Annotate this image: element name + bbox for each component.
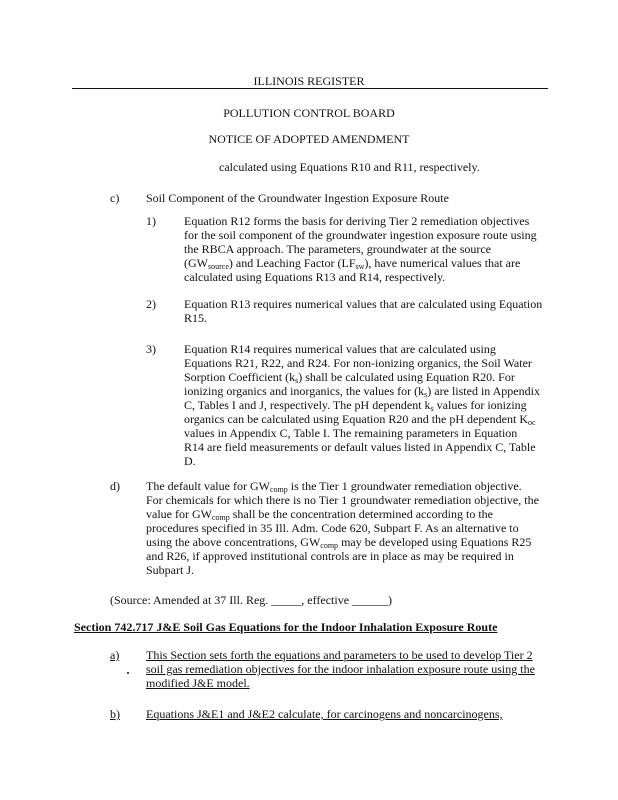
subscript: s — [430, 404, 434, 413]
text-fragment: value for GW — [146, 507, 212, 521]
text-fragment: shall be the concentration determined according to the — [229, 507, 493, 521]
subscript: oc — [528, 418, 536, 427]
text-line — [184, 398, 544, 412]
subscript: comp — [211, 513, 230, 522]
text-fragment: The default value for GW — [146, 479, 270, 493]
item-c3-text — [184, 342, 544, 468]
section-717-b-label: b) — [110, 707, 120, 721]
text-line: D. — [184, 454, 196, 468]
item-c3-number: 3) — [146, 342, 156, 356]
subscript: s — [295, 376, 299, 385]
text-line — [146, 507, 546, 521]
text-line — [146, 479, 546, 493]
text-line: and R26, if approved institutional controls are in place as may be required in — [146, 549, 514, 563]
section-d-label: d) — [110, 479, 120, 493]
text-line: procedures specified in 35 Ill. Adm. Code 620, Subpart F. As an alternative to — [146, 521, 519, 535]
register-title: ILLINOIS REGISTER — [253, 74, 365, 88]
text-line: for the soil component of the groundwater ingestion exposure route using — [184, 228, 537, 242]
item-c2-text — [184, 297, 544, 325]
subscript: sw — [355, 262, 365, 271]
text-line: calculated using Equations R13 and R14, respectively. — [184, 270, 446, 284]
text-line — [184, 384, 544, 398]
text-line: modified J&E model. — [146, 676, 250, 690]
text-line: Equation R14 requires numerical values that are calculated using — [184, 342, 496, 356]
section-742-717-heading: Section 742.717 J&E Soil Gas Equations for the Indoor Inhalation Exposure Route — [74, 620, 498, 634]
text-line: the RBCA approach. The parameters, groundwater at the source — [184, 242, 492, 256]
text-fragment: organics can be calculated using Equation R20 and the pH dependent K — [184, 412, 529, 426]
source-line: (Source: Amended at 37 Ill. Reg. _____, effective ______) — [110, 593, 393, 607]
text-line: soil gas remediation objectives for the indoor inhalation exposure route using the — [146, 662, 535, 676]
text-line — [146, 535, 546, 549]
text-fragment: ionizing organics and inorganics, the values for (k — [184, 384, 425, 398]
text-fragment: ), have numerical values that are — [364, 256, 521, 270]
text-fragment: using the above concentrations, GW — [146, 535, 321, 549]
text-line: R15. — [184, 311, 208, 325]
notice-title: NOTICE OF ADOPTED AMENDMENT — [208, 132, 410, 146]
section-717-a-label: a) — [110, 648, 120, 662]
section-c-title: Soil Component of the Groundwater Ingestion Exposure Route — [146, 191, 449, 205]
board-title: POLLUTION CONTROL BOARD — [223, 106, 395, 120]
scan-speck — [127, 672, 129, 674]
text-line — [184, 370, 544, 384]
text-fragment: ) are listed in Appendix — [427, 384, 540, 398]
text-fragment: ) and Leaching Factor (LF — [228, 256, 356, 270]
text-fragment: ) shall be calculated using Equation R20. For — [298, 370, 515, 384]
text-line: Equation R13 requires numerical values that are calculated using Equation — [184, 297, 543, 311]
text-line: Subpart J. — [146, 563, 194, 577]
section-c-label: c) — [110, 191, 120, 205]
text-line: values in Appendix C, Table I. The remaining parameters in Equation — [184, 426, 518, 440]
text-fragment: values for ionizing — [433, 398, 527, 412]
subscript: comp — [269, 485, 288, 494]
text-fragment: (GW — [184, 256, 208, 270]
item-c2-number: 2) — [146, 297, 156, 311]
intro-line: calculated using Equations R10 and R11, respectively. — [219, 160, 480, 174]
header-rule — [72, 88, 548, 89]
text-fragment: C, Tables I and J, respectively. The pH dependent k — [184, 398, 431, 412]
text-line: Equation R12 forms the basis for deriving Tier 2 remediation objectives — [184, 214, 530, 228]
subscript: comp — [320, 541, 339, 550]
text-fragment: may be developed using Equations R25 — [338, 535, 532, 549]
text-fragment: is the Tier 1 groundwater remediation objective. — [287, 479, 522, 493]
section-717-b-text: Equations J&E1 and J&E2 calculate, for carcinogens and noncarcinogens, — [146, 707, 503, 721]
item-c1-number: 1) — [146, 214, 156, 228]
text-line: Equations R21, R22, and R24. For non-ionizing organics, the Soil Water — [184, 356, 532, 370]
section-d-text — [146, 479, 546, 577]
text-fragment: Sorption Coefficient (k — [184, 370, 296, 384]
text-line — [184, 412, 544, 426]
item-c1-text — [184, 214, 544, 284]
text-line — [184, 256, 544, 270]
text-line: R14 are field measurements or default values listed in Appendix C, Table — [184, 440, 536, 454]
subscript: s — [424, 390, 428, 399]
subscript: source — [208, 262, 229, 271]
text-line: For chemicals for which there is no Tier 1 groundwater remediation objective, the — [146, 493, 539, 507]
text-line: This Section sets forth the equations and parameters to be used to develop Tier 2 — [146, 648, 533, 662]
section-717-a-text — [146, 648, 546, 690]
